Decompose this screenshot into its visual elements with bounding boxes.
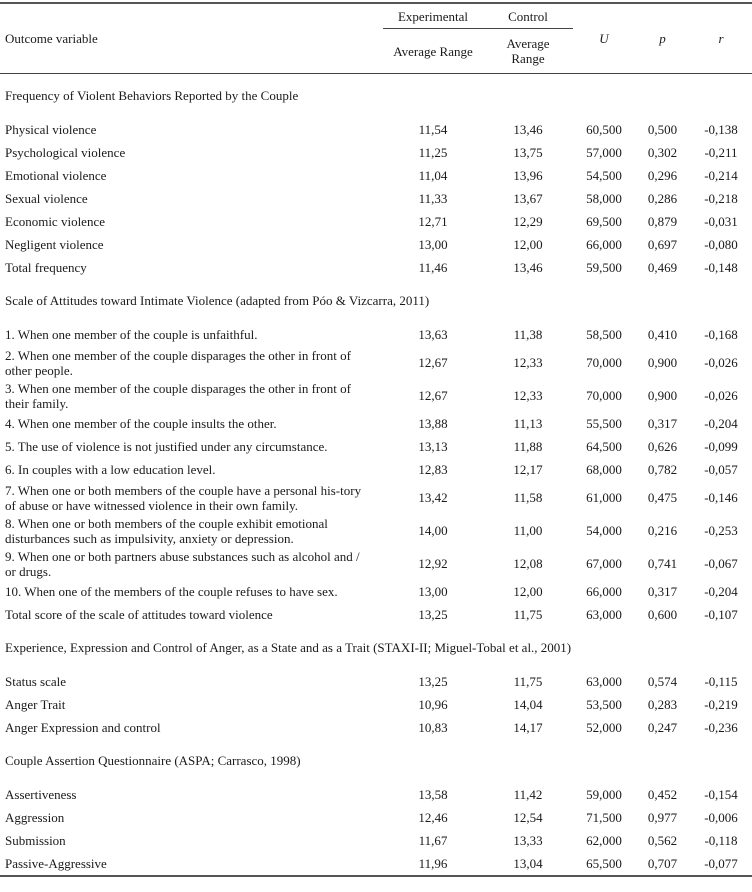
table-row: [0, 118, 752, 141]
control-average-range: 11,42: [513, 786, 543, 802]
u-statistic: 62,000: [586, 832, 622, 848]
section-header-row: [0, 739, 752, 783]
section-title: Experience, Expression and Control of Anger, as a State and as a Trait (STAXI-II; Miguel-Tobal et al., 2001): [5, 640, 572, 655]
row-label: Assertiveness: [5, 787, 77, 802]
control-average-range: 13,46: [513, 121, 543, 137]
section-header-row: [0, 74, 752, 119]
u-statistic: 63,000: [586, 606, 622, 622]
u-statistic: 63,000: [586, 673, 622, 689]
control-average-range: 13,67: [513, 190, 543, 206]
u-statistic: 54,000: [586, 522, 622, 538]
table-row: [0, 783, 752, 806]
p-value: 0,283: [647, 696, 678, 712]
header-experimental: Experimental: [383, 4, 483, 29]
p-value: 0,900: [647, 354, 678, 370]
p-value: 0,562: [647, 832, 678, 848]
row-label: Status scale: [5, 674, 67, 689]
table-row: [0, 670, 752, 693]
u-statistic: 55,500: [586, 415, 622, 431]
control-average-range: 13,96: [513, 167, 543, 183]
table-row: [0, 323, 752, 346]
row-label: Total frequency: [5, 260, 87, 275]
control-average-range: 12,00: [513, 583, 543, 599]
table-row: [0, 547, 752, 580]
experimental-average-range: 14,00: [418, 522, 448, 538]
header-control: Control: [483, 4, 573, 29]
row-label: 1. When one member of the couple is unfaithful.: [5, 327, 258, 342]
table-row: [0, 806, 752, 829]
u-statistic: 66,000: [586, 236, 622, 252]
p-value: 0,296: [647, 167, 678, 183]
table-body: [0, 74, 752, 876]
table-row: [0, 379, 752, 412]
table-row: [0, 256, 752, 279]
control-average-range: 12,33: [513, 354, 543, 370]
table-row: [0, 346, 752, 379]
effect-size-r: -0,148: [704, 259, 738, 275]
effect-size-r: -0,057: [704, 461, 738, 477]
results-table-container: [0, 2, 752, 877]
effect-size-r: -0,253: [704, 522, 738, 538]
experimental-average-range: 13,42: [418, 489, 448, 505]
experimental-average-range: 12,83: [418, 461, 448, 477]
row-label: Submission: [5, 833, 66, 848]
effect-size-r: -0,067: [704, 555, 738, 571]
row-label: Anger Trait: [5, 697, 66, 712]
control-average-range: 12,00: [513, 236, 543, 252]
experimental-average-range: 13,88: [418, 415, 448, 431]
effect-size-r: -0,236: [704, 719, 738, 735]
row-label: Total score of the scale of attitudes toward violence: [5, 607, 273, 622]
table-row: [0, 233, 752, 256]
row-label: Negligent violence: [5, 237, 104, 252]
u-statistic: 70,000: [586, 354, 622, 370]
effect-size-r: -0,099: [704, 438, 738, 454]
control-average-range: 13,75: [513, 144, 543, 160]
u-statistic: 61,000: [586, 489, 622, 505]
u-statistic: 65,500: [586, 855, 622, 871]
experimental-average-range: 11,67: [418, 832, 448, 848]
control-average-range: 12,29: [513, 213, 543, 229]
section-title: Couple Assertion Questionnaire (ASPA; Carrasco, 1998): [5, 753, 301, 768]
row-label: Emotional violence: [5, 168, 107, 183]
table-row: [0, 481, 752, 514]
table-row: [0, 210, 752, 233]
row-label: 5. The use of violence is not justified under any circumstance.: [5, 439, 328, 454]
header-u: U: [573, 4, 635, 74]
p-value: 0,707: [647, 855, 678, 871]
row-label: Aggression: [5, 810, 65, 825]
row-label: Psychological violence: [5, 145, 126, 160]
p-value: 0,782: [647, 461, 678, 477]
effect-size-r: -0,006: [704, 809, 738, 825]
control-average-range: 12,08: [513, 555, 543, 571]
header-experimental-average-range: Average Range: [383, 29, 483, 74]
p-value: 0,600: [647, 606, 678, 622]
row-label: Passive-Aggressive: [5, 856, 107, 871]
control-average-range: 13,46: [513, 259, 543, 275]
experimental-average-range: 12,92: [418, 555, 448, 571]
control-average-range: 11,38: [513, 326, 543, 342]
effect-size-r: -0,026: [704, 354, 738, 370]
control-average-range: 14,04: [513, 696, 543, 712]
u-statistic: 54,500: [586, 167, 622, 183]
p-value: 0,879: [647, 213, 678, 229]
row-label: 8. When one or both members of the couple exhibit emotional disturbances such as impulsivity, anxiety or depression.: [5, 515, 328, 546]
experimental-average-range: 12,71: [418, 213, 448, 229]
header-r: r: [690, 4, 752, 74]
row-label: 6. In couples with a low education level.: [5, 462, 216, 477]
effect-size-r: -0,107: [704, 606, 738, 622]
control-average-range: 13,04: [513, 855, 543, 871]
u-statistic: 71,500: [586, 809, 622, 825]
table-row: [0, 187, 752, 210]
effect-size-r: -0,218: [704, 190, 738, 206]
table-row: [0, 514, 752, 547]
p-value: 0,500: [647, 121, 678, 137]
table-row: [0, 141, 752, 164]
effect-size-r: -0,211: [704, 144, 738, 160]
table-row: [0, 716, 752, 739]
effect-size-r: -0,031: [704, 213, 738, 229]
effect-size-r: -0,154: [704, 786, 738, 802]
control-average-range: 13,33: [513, 832, 543, 848]
control-average-range: 11,58: [513, 489, 543, 505]
u-statistic: 70,000: [586, 387, 622, 403]
u-statistic: 64,500: [586, 438, 622, 454]
row-label: Sexual violence: [5, 191, 88, 206]
table-row: [0, 693, 752, 716]
p-value: 0,247: [647, 719, 678, 735]
u-statistic: 60,500: [586, 121, 622, 137]
experimental-average-range: 13,13: [418, 438, 448, 454]
effect-size-r: -0,146: [704, 489, 738, 505]
control-average-range: 11,75: [513, 673, 543, 689]
effect-size-r: -0,080: [704, 236, 738, 252]
effect-size-r: -0,138: [704, 121, 738, 137]
effect-size-r: -0,204: [704, 583, 738, 599]
mann-whitney-results-table: [0, 4, 752, 875]
experimental-average-range: 11,33: [418, 190, 448, 206]
table-row: [0, 852, 752, 875]
control-average-range: 12,54: [513, 809, 543, 825]
effect-size-r: -0,115: [704, 673, 738, 689]
p-value: 0,741: [647, 555, 678, 571]
experimental-average-range: 13,00: [418, 583, 448, 599]
experimental-average-range: 13,00: [418, 236, 448, 252]
section-title: Frequency of Violent Behaviors Reported by the Couple: [5, 88, 299, 103]
u-statistic: 59,000: [586, 786, 622, 802]
p-value: 0,697: [647, 236, 678, 252]
experimental-average-range: 13,25: [418, 606, 448, 622]
effect-size-r: -0,118: [704, 832, 738, 848]
p-value: 0,410: [647, 326, 678, 342]
p-value: 0,469: [647, 259, 678, 275]
p-value: 0,216: [647, 522, 678, 538]
table-row: [0, 435, 752, 458]
table-header: [0, 4, 752, 74]
section-title: Scale of Attitudes toward Intimate Violence (adapted from Póo & Vizcarra, 2011): [5, 293, 430, 308]
u-statistic: 58,500: [586, 326, 622, 342]
p-value: 0,302: [647, 144, 678, 160]
experimental-average-range: 10,96: [418, 696, 448, 712]
row-label: 9. When one or both partners abuse substances such as alcohol and / or drugs.: [5, 548, 360, 579]
experimental-average-range: 11,46: [418, 259, 448, 275]
p-value: 0,626: [647, 438, 678, 454]
control-average-range: 11,88: [513, 438, 543, 454]
experimental-average-range: 13,63: [418, 326, 448, 342]
header-outcome-variable: Outcome variable: [0, 4, 383, 74]
p-value: 0,574: [647, 673, 678, 689]
effect-size-r: -0,214: [704, 167, 738, 183]
experimental-average-range: 11,25: [418, 144, 448, 160]
p-value: 0,452: [647, 786, 678, 802]
effect-size-r: -0,219: [704, 696, 738, 712]
effect-size-r: -0,168: [704, 326, 738, 342]
effect-size-r: -0,077: [704, 855, 738, 871]
u-statistic: 57,000: [586, 144, 622, 160]
row-label: 10. When one of the members of the couple refuses to have sex.: [5, 584, 338, 599]
row-label: Economic violence: [5, 214, 105, 229]
u-statistic: 67,000: [586, 555, 622, 571]
p-value: 0,317: [647, 583, 678, 599]
table-row: [0, 580, 752, 603]
experimental-average-range: 10,83: [418, 719, 448, 735]
row-label: 2. When one member of the couple disparages the other in front of other people.: [5, 347, 351, 378]
p-value: 0,977: [647, 809, 678, 825]
u-statistic: 58,000: [586, 190, 622, 206]
row-label: 3. When one member of the couple disparages the other in front of their family.: [5, 380, 351, 411]
control-average-range: 14,17: [513, 719, 543, 735]
row-label: 4. When one member of the couple insults the other.: [5, 416, 277, 431]
experimental-average-range: 11,54: [418, 121, 448, 137]
u-statistic: 52,000: [586, 719, 622, 735]
p-value: 0,317: [647, 415, 678, 431]
p-value: 0,900: [647, 387, 678, 403]
p-value: 0,475: [647, 489, 678, 505]
effect-size-r: -0,204: [704, 415, 738, 431]
header-p: p: [635, 4, 690, 74]
table-row: [0, 603, 752, 626]
control-average-range: 12,33: [513, 387, 543, 403]
section-header-row: [0, 279, 752, 323]
experimental-average-range: 13,58: [418, 786, 448, 802]
table-row: [0, 829, 752, 852]
experimental-average-range: 12,67: [418, 354, 448, 370]
p-value: 0,286: [647, 190, 678, 206]
control-average-range: 11,13: [513, 415, 543, 431]
u-statistic: 68,000: [586, 461, 622, 477]
experimental-average-range: 13,25: [418, 673, 448, 689]
row-label: Anger Expression and control: [5, 720, 161, 735]
section-header-row: [0, 626, 752, 670]
row-label: 7. When one or both members of the couple have a personal his-tory of abuse or have witnessed violence in their own family.: [5, 482, 362, 513]
experimental-average-range: 11,04: [418, 167, 448, 183]
experimental-average-range: 12,67: [418, 387, 448, 403]
table-row: [0, 458, 752, 481]
control-average-range: 12,17: [513, 461, 543, 477]
u-statistic: 59,500: [586, 259, 622, 275]
u-statistic: 66,000: [586, 583, 622, 599]
effect-size-r: -0,026: [704, 387, 738, 403]
control-average-range: 11,75: [513, 606, 543, 622]
u-statistic: 53,500: [586, 696, 622, 712]
experimental-average-range: 12,46: [418, 809, 448, 825]
table-row: [0, 412, 752, 435]
header-control-average-range: Average Range: [483, 29, 573, 74]
table-row: [0, 164, 752, 187]
u-statistic: 69,500: [586, 213, 622, 229]
row-label: Physical violence: [5, 122, 97, 137]
experimental-average-range: 11,96: [418, 855, 448, 871]
control-average-range: 11,00: [513, 522, 543, 538]
